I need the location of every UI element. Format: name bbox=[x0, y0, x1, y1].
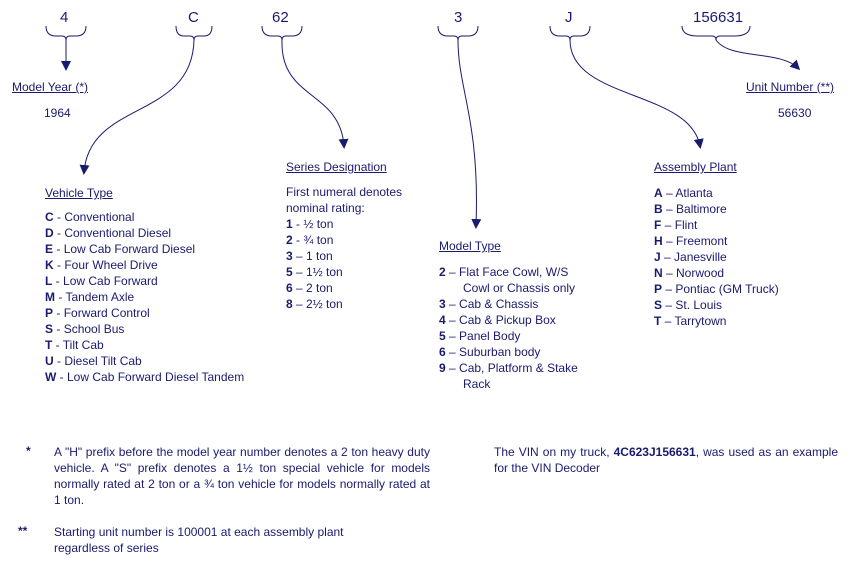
item-code: D bbox=[45, 226, 54, 240]
item-code: 3 bbox=[286, 249, 293, 263]
arrow-plant bbox=[570, 40, 700, 146]
item-code: H bbox=[654, 234, 663, 248]
item-text: 1 ton bbox=[306, 249, 333, 263]
model-type-list bbox=[439, 264, 614, 392]
item-text: Conventional Diesel bbox=[64, 226, 172, 240]
list-item bbox=[654, 233, 834, 249]
item-code: S bbox=[654, 298, 663, 312]
item-text: St. Louis bbox=[675, 298, 723, 312]
item-separator: – bbox=[662, 266, 677, 280]
item-text: Baltimore bbox=[676, 202, 727, 216]
item-separator: – bbox=[445, 361, 460, 375]
list-item bbox=[286, 264, 426, 280]
list-item bbox=[654, 281, 834, 297]
item-text: 1½ ton bbox=[306, 265, 343, 279]
item-text: School Bus bbox=[63, 322, 125, 336]
arrow-series bbox=[282, 40, 344, 146]
series-intro-line-2: nominal rating: bbox=[286, 201, 365, 215]
item-separator: - bbox=[53, 226, 65, 240]
list-item bbox=[439, 312, 614, 328]
item-text: Pontiac (GM Truck) bbox=[675, 282, 779, 296]
item-text: Low Cab Forward Diesel Tandem bbox=[67, 370, 245, 384]
item-code: N bbox=[654, 266, 663, 280]
list-item bbox=[439, 344, 614, 360]
item-separator: – bbox=[662, 282, 676, 296]
list-item bbox=[439, 264, 614, 280]
model-type-title: Model Type bbox=[439, 239, 501, 253]
code-series: 62 bbox=[272, 9, 289, 26]
list-item bbox=[45, 257, 285, 273]
list-item bbox=[654, 201, 834, 217]
code-plant: J bbox=[565, 9, 573, 26]
item-text: Cab, Platform & Stake bbox=[459, 361, 578, 375]
list-item bbox=[45, 337, 285, 353]
item-separator: - bbox=[292, 233, 304, 247]
item-code: 6 bbox=[439, 345, 446, 359]
item-text: Suburban body bbox=[459, 345, 541, 359]
list-item bbox=[286, 232, 426, 248]
list-item bbox=[654, 297, 834, 313]
item-code: P bbox=[654, 282, 663, 296]
item-code: 1 bbox=[286, 217, 293, 231]
item-separator: – bbox=[445, 297, 460, 311]
list-item bbox=[654, 265, 834, 281]
item-code: 2 bbox=[439, 265, 446, 279]
list-item bbox=[286, 216, 426, 232]
vehicle-type-title: Vehicle Type bbox=[45, 186, 113, 200]
item-code: P bbox=[45, 306, 54, 320]
list-item bbox=[439, 296, 614, 312]
list-item bbox=[45, 369, 285, 385]
item-code: A bbox=[654, 186, 663, 200]
list-item bbox=[654, 249, 834, 265]
model-year-value: 1964 bbox=[44, 106, 71, 120]
item-code: W bbox=[45, 370, 57, 384]
item-separator: – bbox=[661, 314, 675, 328]
assembly-plant-list bbox=[654, 185, 834, 329]
item-separator: - bbox=[292, 217, 304, 231]
list-item bbox=[45, 289, 285, 305]
list-item-continuation: Cowl or Chassis only bbox=[463, 281, 576, 295]
item-text: 2 ton bbox=[306, 281, 333, 295]
item-code: C bbox=[45, 210, 54, 224]
brace-series bbox=[262, 26, 302, 40]
item-separator: – bbox=[662, 234, 677, 248]
assembly-plant-title: Assembly Plant bbox=[654, 160, 737, 174]
item-text: Janesville bbox=[674, 250, 727, 264]
item-separator: – bbox=[445, 265, 460, 279]
list-item bbox=[286, 248, 426, 264]
code-model: 3 bbox=[454, 9, 463, 26]
list-item bbox=[439, 328, 614, 344]
series-intro-line-1: First numeral denotes bbox=[286, 185, 403, 199]
list-item-continuation: Rack bbox=[463, 377, 491, 391]
series-intro bbox=[286, 184, 402, 216]
item-separator: - bbox=[52, 338, 63, 352]
item-separator: - bbox=[56, 370, 67, 384]
item-text: Low Cab Forward bbox=[63, 274, 158, 288]
item-code: L bbox=[45, 274, 53, 288]
note-unit-start: Starting unit number is 100001 at each assembly plant regardless of series bbox=[54, 525, 344, 555]
note-prefix: A "H" prefix before the model year number denotes a 2 ton heavy duty vehicle. A "S" prefix denotes a 1½ ton special vehicle for models normally rated at 2 ton or a ¾ ton vehicle for models normally rated at 1 ton. bbox=[54, 445, 430, 507]
list-item bbox=[45, 353, 285, 369]
note-double-star-mark: ** bbox=[18, 524, 28, 538]
series-designation-list bbox=[286, 216, 426, 312]
item-text: ½ ton bbox=[303, 217, 334, 231]
list-item bbox=[286, 296, 426, 312]
item-code: S bbox=[45, 322, 54, 336]
list-item bbox=[45, 241, 285, 257]
item-code: 2 bbox=[286, 233, 293, 247]
item-text: Tarrytown bbox=[674, 314, 727, 328]
item-separator: - bbox=[53, 210, 65, 224]
item-text: Low Cab Forward Diesel bbox=[63, 242, 196, 256]
item-separator: – bbox=[292, 297, 307, 311]
item-text: Freemont bbox=[676, 234, 728, 248]
item-separator: – bbox=[661, 218, 675, 232]
note-vin bbox=[494, 444, 838, 476]
brace-type bbox=[176, 26, 212, 40]
list-item bbox=[654, 185, 834, 201]
list-item bbox=[439, 360, 614, 376]
item-separator: – bbox=[662, 298, 676, 312]
item-code: J bbox=[654, 250, 661, 264]
item-separator: – bbox=[292, 265, 307, 279]
item-text: Tilt Cab bbox=[62, 338, 104, 352]
item-code: E bbox=[45, 242, 54, 256]
code-unit: 156631 bbox=[693, 9, 744, 26]
item-separator: – bbox=[662, 186, 676, 200]
item-text: Cab & Chassis bbox=[459, 297, 539, 311]
item-separator: - bbox=[53, 306, 64, 320]
item-text: Tandem Axle bbox=[65, 290, 135, 304]
list-item bbox=[45, 225, 285, 241]
unit-number-value: 56630 bbox=[778, 106, 812, 120]
note-vin-pre: The VIN on my truck, bbox=[494, 445, 614, 459]
item-text: Atlanta bbox=[675, 186, 713, 200]
item-code: 8 bbox=[286, 297, 293, 311]
vehicle-type-list bbox=[45, 209, 285, 385]
item-separator: - bbox=[53, 258, 65, 272]
item-separator: – bbox=[292, 249, 307, 263]
brace-unit bbox=[682, 26, 750, 40]
arrow-unit bbox=[716, 40, 798, 68]
list-item bbox=[286, 280, 426, 296]
item-code: K bbox=[45, 258, 54, 272]
item-text: 2½ ton bbox=[306, 297, 343, 311]
item-text: Cab & Pickup Box bbox=[459, 313, 556, 327]
item-code: 6 bbox=[286, 281, 293, 295]
brace-model bbox=[438, 26, 478, 40]
item-text: Four Wheel Drive bbox=[64, 258, 158, 272]
series-designation-title: Series Designation bbox=[286, 160, 387, 174]
item-code: F bbox=[654, 218, 662, 232]
item-code: 3 bbox=[439, 297, 446, 311]
item-separator: – bbox=[445, 313, 460, 327]
item-code: B bbox=[654, 202, 663, 216]
item-code: 9 bbox=[439, 361, 446, 375]
item-separator: - bbox=[53, 242, 64, 256]
list-item bbox=[45, 273, 285, 289]
code-type: C bbox=[188, 9, 199, 26]
item-text: Conventional bbox=[64, 210, 135, 224]
item-separator: - bbox=[52, 274, 64, 288]
item-text: Diesel Tilt Cab bbox=[64, 354, 142, 368]
item-text: Flat Face Cowl, W/S bbox=[459, 265, 569, 279]
item-code: 4 bbox=[439, 313, 446, 327]
item-separator: – bbox=[445, 345, 460, 359]
item-text: Norwood bbox=[676, 266, 725, 280]
item-separator: - bbox=[53, 354, 65, 368]
list-item bbox=[654, 313, 834, 329]
brace-plant bbox=[550, 26, 590, 40]
item-code: 5 bbox=[439, 329, 446, 343]
note-star-mark: * bbox=[26, 444, 31, 458]
item-separator: – bbox=[445, 329, 460, 343]
item-text: Flint bbox=[674, 218, 698, 232]
arrow-type bbox=[84, 40, 194, 172]
list-item bbox=[45, 305, 285, 321]
unit-number-title: Unit Number (**) bbox=[746, 80, 835, 94]
item-text: Forward Control bbox=[63, 306, 150, 320]
list-item bbox=[654, 217, 834, 233]
item-code: 5 bbox=[286, 265, 293, 279]
item-separator: - bbox=[55, 290, 66, 304]
item-text: Panel Body bbox=[459, 329, 521, 343]
item-code: T bbox=[45, 338, 53, 352]
item-separator: – bbox=[292, 281, 307, 295]
item-separator: – bbox=[662, 202, 677, 216]
model-year-title: Model Year (*) bbox=[12, 80, 89, 94]
code-year: 4 bbox=[60, 9, 69, 26]
note-vin-post: , was used as an example for the VIN Decoder bbox=[494, 445, 838, 475]
list-item bbox=[45, 321, 285, 337]
item-code: U bbox=[45, 354, 54, 368]
item-code: M bbox=[45, 290, 55, 304]
item-code: T bbox=[654, 314, 662, 328]
brace-year bbox=[46, 26, 86, 40]
arrow-model bbox=[458, 40, 476, 226]
item-separator: – bbox=[660, 250, 675, 264]
note-vin-code: 4C623J156631 bbox=[613, 445, 696, 459]
list-item bbox=[45, 209, 285, 225]
item-separator: - bbox=[53, 322, 64, 336]
item-text: ¾ ton bbox=[303, 233, 334, 247]
